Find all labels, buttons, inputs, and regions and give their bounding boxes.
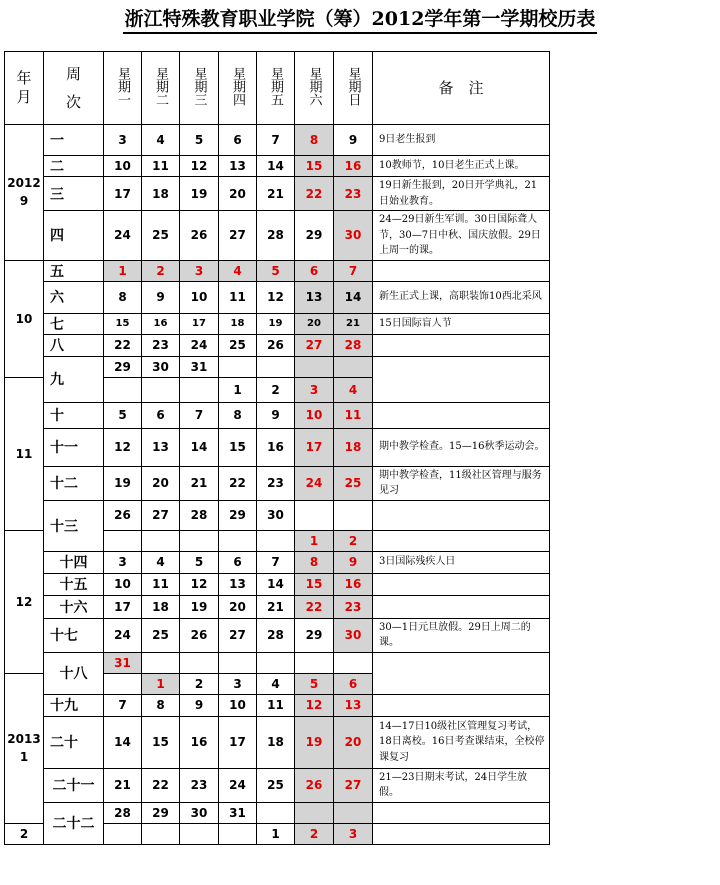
day-cell <box>334 652 373 673</box>
day-cell: 24 <box>104 211 142 261</box>
week-number-cell: 二 <box>44 156 104 177</box>
day-cell: 31 <box>219 802 257 823</box>
day-cell: 1 <box>219 377 257 402</box>
calendar-row <box>5 211 550 261</box>
week-number-cell: 三 <box>44 177 104 211</box>
day-cell <box>180 652 219 673</box>
day-cell: 9 <box>334 125 373 156</box>
day-cell: 7 <box>257 551 295 573</box>
day-cell: 27 <box>142 500 180 530</box>
day-cell <box>334 802 373 823</box>
week-number-cell: 九 <box>44 356 104 402</box>
day-cell: 31 <box>180 356 219 377</box>
day-cell <box>180 377 219 402</box>
week-number-cell: 十二 <box>44 466 104 500</box>
week-number-cell: 八 <box>44 334 104 356</box>
day-cell <box>142 377 180 402</box>
day-cell: 28 <box>257 211 295 261</box>
day-cell: 23 <box>257 466 295 500</box>
day-cell: 24 <box>104 618 142 652</box>
week-number-cell: 十五 <box>44 573 104 595</box>
day-cell: 6 <box>219 551 257 573</box>
note-cell: 9日老生报到 <box>373 125 550 156</box>
calendar-row <box>5 313 550 334</box>
day-cell: 15 <box>104 313 142 334</box>
note-cell: 14—17日10级社区管理复习考试，18日离校。16日考查课结束，全校停课复习 <box>373 716 550 768</box>
calendar-row <box>5 281 550 313</box>
day-cell: 4 <box>257 673 295 694</box>
day-cell: 25 <box>142 618 180 652</box>
day-cell: 9 <box>180 694 219 716</box>
header-year-month: 年 月 <box>5 52 44 125</box>
day-cell: 22 <box>219 466 257 500</box>
note-cell: 19日新生报到，20日开学典礼，21日始业教育。 <box>373 177 550 211</box>
day-cell: 25 <box>142 211 180 261</box>
day-cell: 15 <box>142 716 180 768</box>
week-number-cell: 十一 <box>44 428 104 466</box>
header-row <box>5 52 550 125</box>
note-cell <box>373 573 550 595</box>
calendar-row <box>5 595 550 618</box>
weekday-label: 星期一 <box>115 66 130 106</box>
day-cell: 18 <box>142 177 180 211</box>
day-cell: 13 <box>219 156 257 177</box>
day-cell: 12 <box>295 694 334 716</box>
month-cell: 2012 9 <box>5 125 44 261</box>
day-cell: 20 <box>334 716 373 768</box>
day-cell <box>104 673 142 694</box>
day-cell: 22 <box>142 768 180 802</box>
calendar-row <box>5 466 550 500</box>
week-number-cell: 七 <box>44 313 104 334</box>
day-cell: 19 <box>180 595 219 618</box>
day-cell: 27 <box>295 334 334 356</box>
week-number-cell: 二十 <box>44 716 104 768</box>
day-cell: 29 <box>104 356 142 377</box>
week-number-cell: 六 <box>44 281 104 313</box>
weekday-label: 星期日 <box>345 66 361 106</box>
month-cell: 2013 1 <box>5 673 44 823</box>
header-weekday <box>104 52 142 125</box>
note-cell: 期中教学检查，11级社区管理与服务见习 <box>373 466 550 500</box>
day-cell: 5 <box>180 125 219 156</box>
day-cell <box>257 802 295 823</box>
day-cell: 5 <box>257 260 295 281</box>
note-cell: 3日国际残疾人日 <box>373 551 550 573</box>
day-cell: 14 <box>257 573 295 595</box>
note-cell <box>373 530 550 551</box>
day-cell: 27 <box>219 211 257 261</box>
calendar-row <box>5 356 550 377</box>
day-cell: 23 <box>334 595 373 618</box>
day-cell: 30 <box>180 802 219 823</box>
day-cell: 6 <box>334 673 373 694</box>
day-cell: 14 <box>257 156 295 177</box>
note-cell: 30—1日元旦放假。29日上周二的课。 <box>373 618 550 652</box>
calendar-row <box>5 551 550 573</box>
day-cell: 3 <box>295 377 334 402</box>
day-cell: 27 <box>334 768 373 802</box>
day-cell: 30 <box>334 618 373 652</box>
note-cell <box>373 823 550 844</box>
day-cell <box>334 356 373 377</box>
day-cell: 15 <box>295 573 334 595</box>
header-notes: 备 注 <box>373 52 550 125</box>
header-weekday <box>334 52 373 125</box>
header-weekday <box>257 52 295 125</box>
day-cell: 11 <box>257 694 295 716</box>
day-cell: 29 <box>142 802 180 823</box>
day-cell: 20 <box>142 466 180 500</box>
weekday-label: 星期二 <box>153 66 168 106</box>
day-cell: 26 <box>180 211 219 261</box>
day-cell: 14 <box>180 428 219 466</box>
note-cell: 15日国际盲人节 <box>373 313 550 334</box>
page-title <box>0 4 720 34</box>
day-cell: 13 <box>334 694 373 716</box>
month-cell: 11 <box>5 377 44 530</box>
header-weekday <box>142 52 180 125</box>
calendar-row <box>5 125 550 156</box>
day-cell: 21 <box>257 177 295 211</box>
day-cell: 23 <box>180 768 219 802</box>
day-cell: 22 <box>104 334 142 356</box>
day-cell: 10 <box>104 156 142 177</box>
note-cell <box>373 334 550 356</box>
note-cell: 10教师节，10日老生正式上课。 <box>373 156 550 177</box>
calendar-row <box>5 573 550 595</box>
day-cell: 6 <box>219 125 257 156</box>
weekday-label: 星期六 <box>306 66 322 106</box>
day-cell: 16 <box>180 716 219 768</box>
month-cell: 2 <box>5 823 44 844</box>
day-cell: 7 <box>334 260 373 281</box>
day-cell: 9 <box>257 402 295 428</box>
day-cell <box>257 652 295 673</box>
week-number-cell: 二十一 <box>44 768 104 802</box>
day-cell: 24 <box>180 334 219 356</box>
header-weekday <box>295 52 334 125</box>
week-number-cell: 十九 <box>44 694 104 716</box>
week-number-cell: 十八 <box>44 652 104 694</box>
day-cell: 11 <box>219 281 257 313</box>
day-cell: 26 <box>295 768 334 802</box>
day-cell: 5 <box>180 551 219 573</box>
day-cell: 24 <box>219 768 257 802</box>
day-cell: 16 <box>334 573 373 595</box>
day-cell: 20 <box>219 595 257 618</box>
day-cell: 6 <box>142 402 180 428</box>
weekday-label: 星期五 <box>268 66 283 106</box>
day-cell: 11 <box>334 402 373 428</box>
day-cell: 3 <box>180 260 219 281</box>
day-cell: 5 <box>104 402 142 428</box>
calendar-row <box>5 177 550 211</box>
week-number-cell: 四 <box>44 211 104 261</box>
note-cell: 24—29日新生军训。30日国际聋人节，30—7日中秋、国庆放假。29日上周一的课。 <box>373 211 550 261</box>
day-cell <box>180 823 219 844</box>
day-cell: 21 <box>257 595 295 618</box>
day-cell: 13 <box>219 573 257 595</box>
day-cell <box>295 500 334 530</box>
day-cell: 28 <box>334 334 373 356</box>
day-cell <box>142 823 180 844</box>
day-cell: 19 <box>257 313 295 334</box>
day-cell <box>180 530 219 551</box>
day-cell <box>142 530 180 551</box>
day-cell: 28 <box>257 618 295 652</box>
day-cell: 2 <box>257 377 295 402</box>
calendar-row <box>5 402 550 428</box>
day-cell: 1 <box>295 530 334 551</box>
day-cell: 13 <box>142 428 180 466</box>
calendar-row <box>5 500 550 530</box>
note-cell <box>373 802 550 823</box>
day-cell: 2 <box>295 823 334 844</box>
note-cell <box>373 595 550 618</box>
day-cell: 26 <box>104 500 142 530</box>
day-cell <box>219 652 257 673</box>
day-cell: 10 <box>295 402 334 428</box>
day-cell <box>295 802 334 823</box>
day-cell: 16 <box>334 156 373 177</box>
day-cell: 17 <box>104 595 142 618</box>
day-cell: 11 <box>142 573 180 595</box>
day-cell: 3 <box>334 823 373 844</box>
day-cell: 9 <box>142 281 180 313</box>
day-cell: 4 <box>334 377 373 402</box>
day-cell <box>219 530 257 551</box>
day-cell: 25 <box>219 334 257 356</box>
day-cell: 29 <box>219 500 257 530</box>
week-number-cell: 一 <box>44 125 104 156</box>
day-cell: 30 <box>142 356 180 377</box>
day-cell: 9 <box>334 551 373 573</box>
day-cell: 1 <box>142 673 180 694</box>
day-cell: 22 <box>295 177 334 211</box>
day-cell: 10 <box>104 573 142 595</box>
day-cell <box>219 356 257 377</box>
week-number-cell: 十四 <box>44 551 104 573</box>
day-cell: 26 <box>257 334 295 356</box>
note-cell <box>373 260 550 281</box>
day-cell: 12 <box>180 573 219 595</box>
day-cell: 19 <box>295 716 334 768</box>
day-cell: 10 <box>219 694 257 716</box>
note-cell <box>373 694 550 716</box>
day-cell: 21 <box>334 313 373 334</box>
day-cell: 21 <box>180 466 219 500</box>
day-cell: 12 <box>257 281 295 313</box>
day-cell: 3 <box>104 125 142 156</box>
week-number-cell: 五 <box>44 260 104 281</box>
day-cell: 5 <box>295 673 334 694</box>
day-cell <box>257 356 295 377</box>
note-cell: 新生正式上课，高职装饰10西北采风 <box>373 281 550 313</box>
week-number-cell: 十三 <box>44 500 104 551</box>
week-number-cell: 二十二 <box>44 802 104 844</box>
day-cell: 29 <box>295 618 334 652</box>
calendar-row <box>5 652 550 673</box>
calendar-row <box>5 802 550 823</box>
day-cell: 6 <box>295 260 334 281</box>
week-number-cell: 十 <box>44 402 104 428</box>
day-cell: 19 <box>104 466 142 500</box>
day-cell: 25 <box>334 466 373 500</box>
day-cell: 29 <box>295 211 334 261</box>
day-cell: 31 <box>104 652 142 673</box>
day-cell: 25 <box>257 768 295 802</box>
day-cell: 22 <box>295 595 334 618</box>
note-cell <box>373 402 550 428</box>
day-cell: 10 <box>180 281 219 313</box>
day-cell: 4 <box>219 260 257 281</box>
day-cell: 14 <box>104 716 142 768</box>
calendar-row <box>5 334 550 356</box>
day-cell: 18 <box>219 313 257 334</box>
day-cell <box>104 823 142 844</box>
day-cell <box>142 652 180 673</box>
day-cell: 3 <box>104 551 142 573</box>
day-cell: 15 <box>295 156 334 177</box>
day-cell: 16 <box>257 428 295 466</box>
calendar-row <box>5 428 550 466</box>
day-cell: 28 <box>180 500 219 530</box>
day-cell: 7 <box>257 125 295 156</box>
month-cell: 10 <box>5 260 44 377</box>
day-cell: 24 <box>295 466 334 500</box>
day-cell: 30 <box>334 211 373 261</box>
day-cell: 2 <box>142 260 180 281</box>
day-cell: 2 <box>334 530 373 551</box>
school-calendar-table <box>4 51 550 845</box>
day-cell: 18 <box>334 428 373 466</box>
day-cell: 8 <box>104 281 142 313</box>
day-cell: 21 <box>104 768 142 802</box>
week-number-cell: 十七 <box>44 618 104 652</box>
day-cell: 3 <box>219 673 257 694</box>
day-cell: 20 <box>295 313 334 334</box>
calendar-row <box>5 694 550 716</box>
week-number-cell: 十六 <box>44 595 104 618</box>
day-cell <box>334 500 373 530</box>
day-cell: 15 <box>219 428 257 466</box>
weekday-label: 星期三 <box>191 66 207 106</box>
day-cell: 8 <box>219 402 257 428</box>
day-cell <box>104 530 142 551</box>
day-cell: 27 <box>219 618 257 652</box>
day-cell: 2 <box>180 673 219 694</box>
day-cell: 11 <box>142 156 180 177</box>
header-week-number: 周 次 <box>44 52 104 125</box>
day-cell: 8 <box>142 694 180 716</box>
day-cell <box>295 652 334 673</box>
day-cell: 8 <box>295 551 334 573</box>
day-cell: 13 <box>295 281 334 313</box>
header-weekday <box>219 52 257 125</box>
day-cell: 7 <box>104 694 142 716</box>
calendar-row <box>5 716 550 768</box>
weekday-label: 星期四 <box>230 66 245 106</box>
day-cell: 19 <box>180 177 219 211</box>
day-cell: 18 <box>142 595 180 618</box>
day-cell: 26 <box>180 618 219 652</box>
day-cell: 12 <box>180 156 219 177</box>
day-cell: 16 <box>142 313 180 334</box>
title-text: 浙江特殊教育职业学院（筹）2012学年第一学期校历表 <box>123 4 598 34</box>
note-cell <box>373 356 550 402</box>
day-cell: 14 <box>334 281 373 313</box>
day-cell: 4 <box>142 551 180 573</box>
day-cell: 1 <box>257 823 295 844</box>
day-cell: 8 <box>295 125 334 156</box>
day-cell: 12 <box>104 428 142 466</box>
day-cell: 17 <box>180 313 219 334</box>
note-cell: 期中教学检查。15—16秋季运动会。 <box>373 428 550 466</box>
day-cell <box>295 356 334 377</box>
day-cell <box>219 823 257 844</box>
day-cell: 7 <box>180 402 219 428</box>
day-cell: 17 <box>104 177 142 211</box>
day-cell: 17 <box>295 428 334 466</box>
day-cell: 23 <box>142 334 180 356</box>
header-weekday <box>180 52 219 125</box>
note-cell <box>373 652 550 694</box>
month-cell: 12 <box>5 530 44 673</box>
note-cell: 21—23日期末考试，24日学生放假。 <box>373 768 550 802</box>
day-cell: 17 <box>219 716 257 768</box>
calendar-row <box>5 618 550 652</box>
day-cell: 1 <box>104 260 142 281</box>
day-cell: 18 <box>257 716 295 768</box>
calendar-row <box>5 156 550 177</box>
day-cell: 20 <box>219 177 257 211</box>
calendar-row <box>5 768 550 802</box>
calendar-row <box>5 260 550 281</box>
day-cell: 4 <box>142 125 180 156</box>
day-cell: 28 <box>104 802 142 823</box>
day-cell: 23 <box>334 177 373 211</box>
day-cell <box>257 530 295 551</box>
day-cell <box>104 377 142 402</box>
note-cell <box>373 500 550 530</box>
day-cell: 30 <box>257 500 295 530</box>
